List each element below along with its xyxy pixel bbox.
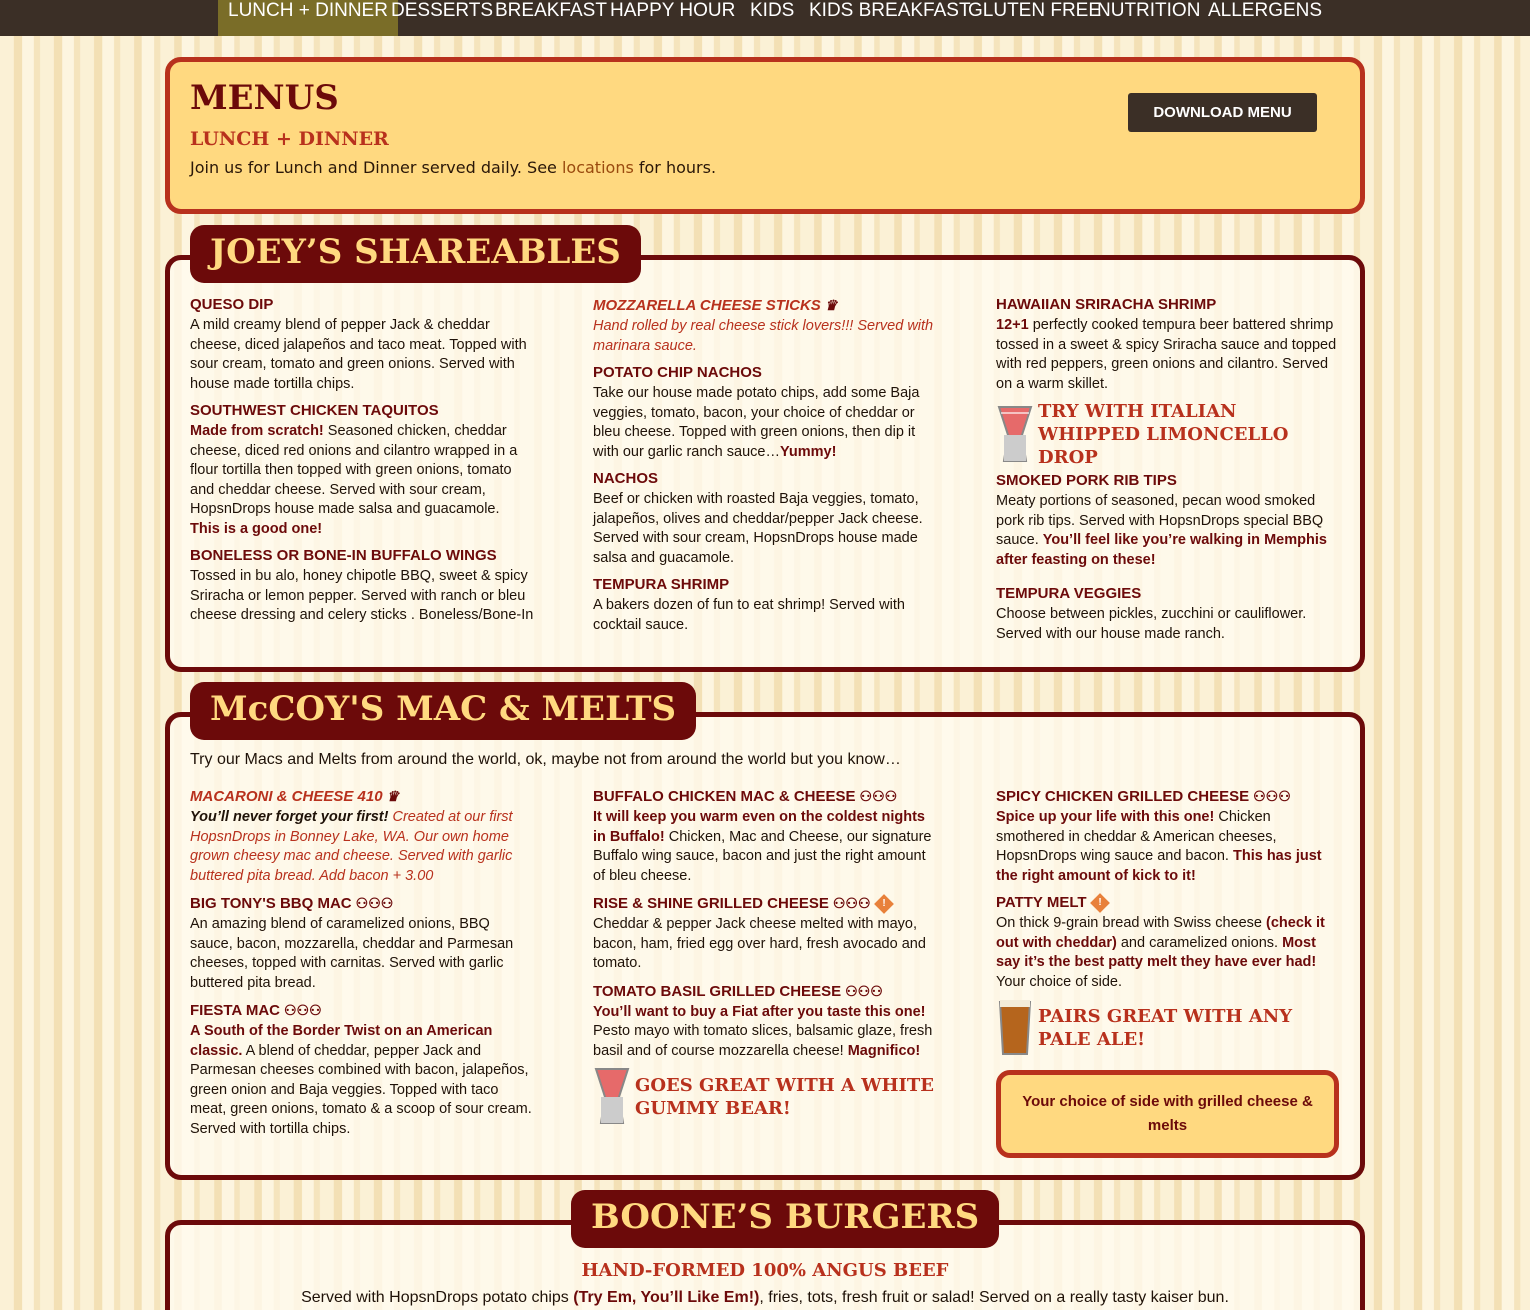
item-highlight: Made from scratch! (190, 423, 324, 439)
item-highlight: This has just the right amount of kick to it! (996, 848, 1322, 884)
nav-nutrition[interactable]: NUTRITION (1097, 0, 1201, 21)
item-name: TEMPURA SHRIMP (593, 576, 730, 593)
item-highlight: Spice up your life with this one! (996, 809, 1215, 825)
crown-icon: ♛ (386, 788, 400, 804)
promo-text: TRY WITH ITALIAN WHIPPED LIMONCELLO DROP (1038, 401, 1289, 468)
item-name: HAWAIIAN SRIRACHA SHRIMP (996, 296, 1217, 313)
item-name-text: SPICY CHICKEN GRILLED CHEESE (996, 788, 1250, 805)
shareables-col-1 (190, 288, 535, 626)
shareables-title: JOEY’S SHAREABLES (190, 225, 641, 283)
item-desc: A bakers dozen of fun to eat shrimp! Served with cocktail sauce. (593, 597, 905, 633)
beer-glass-icon (996, 998, 1034, 1058)
item-highlight: You’ll never forget your first! (190, 809, 389, 825)
item-highlight: You’ll feel like you’re walking in Memphis after feasting on these! (996, 532, 1327, 568)
item-name (996, 786, 1341, 807)
people-icon: ⚇⚇⚇ (832, 895, 871, 911)
item-name (593, 981, 938, 1002)
item-desc (190, 1022, 535, 1139)
item-name (996, 893, 1341, 913)
item-name-text: BUFFALO CHICKEN MAC & CHEESE (593, 788, 856, 805)
nav-desserts[interactable]: DESSERTS (391, 0, 494, 21)
item-highlight: Most say it’s the best patty melt they have ever had! (996, 934, 1317, 970)
promo-text: GOES GREAT WITH A WHITE GUMMY BEAR! (635, 1075, 935, 1119)
item-name: BONELESS OR BONE-IN BUFFALO WINGS (190, 547, 497, 564)
item-desc (593, 384, 938, 462)
nav-happy-hour[interactable]: HAPPY HOUR (610, 0, 736, 21)
burgers-description (165, 1289, 1365, 1307)
mac-col-3 (996, 779, 1341, 1158)
item-name-text: MOZZARELLA CHEESE STICKS (593, 297, 821, 314)
mac-melts-title: McCOY'S MAC & MELTS (190, 682, 696, 740)
item-name: SMOKED PORK RIB TIPS (996, 472, 1177, 489)
item-highlight: Magnifico! (847, 1042, 921, 1059)
page-title: MENUS (190, 78, 339, 118)
spicy-icon: ! (874, 894, 894, 914)
desc-text: Served with HopsnDrops potato chips (301, 1289, 574, 1306)
item-name (190, 1000, 535, 1021)
item-desc (593, 1003, 938, 1062)
item-desc: Hand rolled by real cheese stick lovers!!! Served with marinara sauce. (593, 318, 934, 354)
item-name: POTATO CHIP NACHOS (593, 364, 762, 381)
item-text: Your choice of side. (996, 973, 1123, 990)
shareables-col-2 (593, 288, 938, 635)
item-text: Take our house made potato chips, add some Baja veggies, tomato, bacon, your choice of cheddar or bleu cheese. Topped with green onions, then dip it with our garlic ranch sauce… (593, 385, 920, 460)
item-text: Chicken smothered in cheddar & American cheeses, HopsnDrops wing sauce and bacon. (996, 809, 1277, 864)
desc-highlight: (Try Em, You’ll Like Em!) (573, 1289, 760, 1306)
item-name: SOUTHWEST CHICKEN TAQUITOS (190, 402, 439, 419)
people-icon: ⚇⚇⚇ (355, 895, 394, 911)
side-choice-note: Your choice of side with grilled cheese & melts (996, 1070, 1339, 1158)
item-text: Meaty portions of seasoned, pecan wood smoked pork rib tips. Served with HopsnDrops special BBQ sauce. (996, 493, 1324, 548)
item-desc: A mild creamy blend of pepper Jack & cheddar cheese, diced jalapeños and taco meat. Topped with sour cream, tomato and green onions. Served with house made tortilla chips. (190, 317, 527, 392)
item-name (190, 786, 535, 807)
item-name-text: TOMATO BASIL GRILLED CHEESE (593, 982, 842, 1000)
item-text: Seasoned chicken, cheddar cheese, diced red onions and cilantro wrapped in a flour tortilla then topped with green onions, tomato and cheddar cheese. Served with sour cream, HopsnDrops house made salsa and guacamole. (190, 423, 518, 517)
nav-gluten-free[interactable]: GLUTEN FREE (968, 0, 1102, 21)
item-text: Chicken, Mac and Cheese, our signature Buffalo wing sauce, bacon and just the right amount of bleu cheese. (593, 828, 932, 884)
item-highlight: A South of the Border Twist on an American classic. (190, 1023, 493, 1059)
item-name-text: FIESTA MAC (190, 1002, 280, 1019)
shareables-col-3 (996, 288, 1341, 644)
people-icon: ⚇⚇⚇ (1253, 788, 1291, 804)
promo-text: PAIRS GREAT WITH ANY PALE ALE! (1038, 1006, 1293, 1050)
item-name: TEMPURA VEGGIES (996, 585, 1142, 602)
item-desc: Choose between pickles, zucchini or cauliflower. Served with our house made ranch. (996, 606, 1307, 642)
item-name-text: PATTY MELT (996, 894, 1087, 911)
item-text: Created at our first HopsnDrops in Bonney Lake, WA. Our own home grown cheesy mac and cheese. Served with garlic buttered pita bread. Add bacon + 3.00 (190, 809, 513, 884)
mac-col-2 (593, 779, 938, 1127)
desc-text: for hours. (633, 158, 717, 177)
nav-kids-breakfast[interactable]: KIDS BREAKFAST (809, 0, 971, 21)
item-desc: Beef or chicken with roasted Baja veggies, tomato, jalapeños, olives and cheddar/pepper Jack cheese. Served with sour cream, HopsnDrops house made salsa and guacamole. (593, 491, 923, 566)
people-icon: ⚇⚇⚇ (284, 1002, 322, 1018)
people-icon: ⚇⚇⚇ (845, 982, 883, 999)
item-name (593, 786, 938, 807)
nav-allergens[interactable]: ALLERGENS (1208, 0, 1323, 21)
burgers-title: BOONE’S BURGERS (571, 1190, 999, 1248)
item-highlight: 12+1 (996, 317, 1029, 333)
item-name-text: MACARONI & CHEESE 410 (190, 788, 383, 805)
item-highlight: Yummy! (779, 443, 837, 460)
item-highlight: This is a good one! (190, 520, 323, 537)
item-desc: Cheddar & pepper Jack cheese melted with mayo, bacon, ham, fried egg over hard, fresh avocado and tomato. (593, 916, 926, 971)
item-name (593, 295, 938, 316)
crown-icon: ♛ (824, 297, 838, 313)
burgers-subtitle: HAND-FORMED 100% ANGUS BEEF (581, 1260, 949, 1281)
item-text: Pesto mayo with tomato slices, balsamic glaze, fresh basil and of course mozzarella cheese! (593, 1023, 933, 1059)
item-name: QUESO DIP (190, 296, 274, 313)
drink-glass-icon (996, 405, 1034, 465)
drink-promo (593, 1067, 938, 1127)
drink-glass-icon (593, 1067, 631, 1127)
item-name-text: RISE & SHINE GRILLED CHEESE (593, 895, 829, 912)
nav-lunch-dinner[interactable]: LUNCH + DINNER (218, 0, 398, 36)
locations-link[interactable]: locations (561, 158, 634, 177)
item-name (190, 893, 535, 914)
item-name-text: BIG TONY'S BBQ MAC (190, 895, 352, 912)
item-text: perfectly cooked tempura beer battered shrimp tossed in a sweet & spicy Sriracha sauce and topped with red peppers, green onions and cilantro. Served on a warm skillet. (996, 317, 1337, 392)
header-description (190, 158, 716, 177)
item-text: A blend of cheddar, pepper Jack and Parmesan cheeses combined with bacon, jalapeños, green onion and Baja veggies. Topped with taco meat, green onions, tomato & a scoop of sour cream. Served with tortilla chips. (190, 1042, 532, 1137)
item-desc (190, 422, 535, 539)
item-name: NACHOS (593, 470, 659, 487)
item-desc (996, 914, 1341, 992)
item-highlight: It will keep you warm even on the coldest nights in Buffalo! (593, 809, 925, 845)
desc-text: , fries, tots, fresh fruit or salad! Served on a really tasty kaiser bun. (759, 1289, 1229, 1306)
drink-promo (996, 998, 1341, 1058)
spicy-icon: ! (1090, 893, 1110, 913)
item-desc (996, 808, 1341, 886)
mac-col-1 (190, 779, 535, 1139)
people-icon: ⚇⚇⚇ (859, 788, 898, 804)
item-name (593, 893, 938, 914)
nav-breakfast[interactable]: BREAKFAST (495, 0, 607, 21)
item-highlight: You’ll want to buy a Fiat after you taste this one! (593, 1003, 926, 1020)
page-subtitle: LUNCH + DINNER (190, 128, 389, 150)
drink-promo (996, 400, 1341, 469)
item-desc (593, 808, 938, 886)
item-desc: An amazing blend of caramelized onions, BBQ sauce, bacon, mozzarella, cheddar and Parmesan cheeses, topped with carnitas. Served with garlic buttered pita bread. (190, 916, 514, 991)
desc-text: Join us for Lunch and Dinner served daily. See (190, 158, 562, 177)
download-menu-button[interactable]: DOWNLOAD MENU (1128, 93, 1317, 132)
top-nav (0, 0, 1530, 36)
mac-melts-intro: Try our Macs and Melts from around the world, ok, maybe not from around the world but you know… (190, 751, 901, 768)
item-desc (996, 492, 1341, 570)
item-text: On thick 9-grain bread with Swiss cheese (996, 915, 1266, 931)
item-desc (190, 808, 535, 886)
item-desc: Tossed in bu alo, honey chipotle BBQ, sweet & spicy Sriracha or lemon pepper. Served with ranch or bleu cheese dressing and celery sticks . Boneless/Bone-In (190, 568, 534, 623)
item-text: and caramelized onions. (1116, 934, 1283, 951)
item-desc (996, 316, 1341, 394)
nav-kids[interactable]: KIDS (750, 0, 795, 21)
item-highlight: (check it out with cheddar) (996, 915, 1325, 951)
